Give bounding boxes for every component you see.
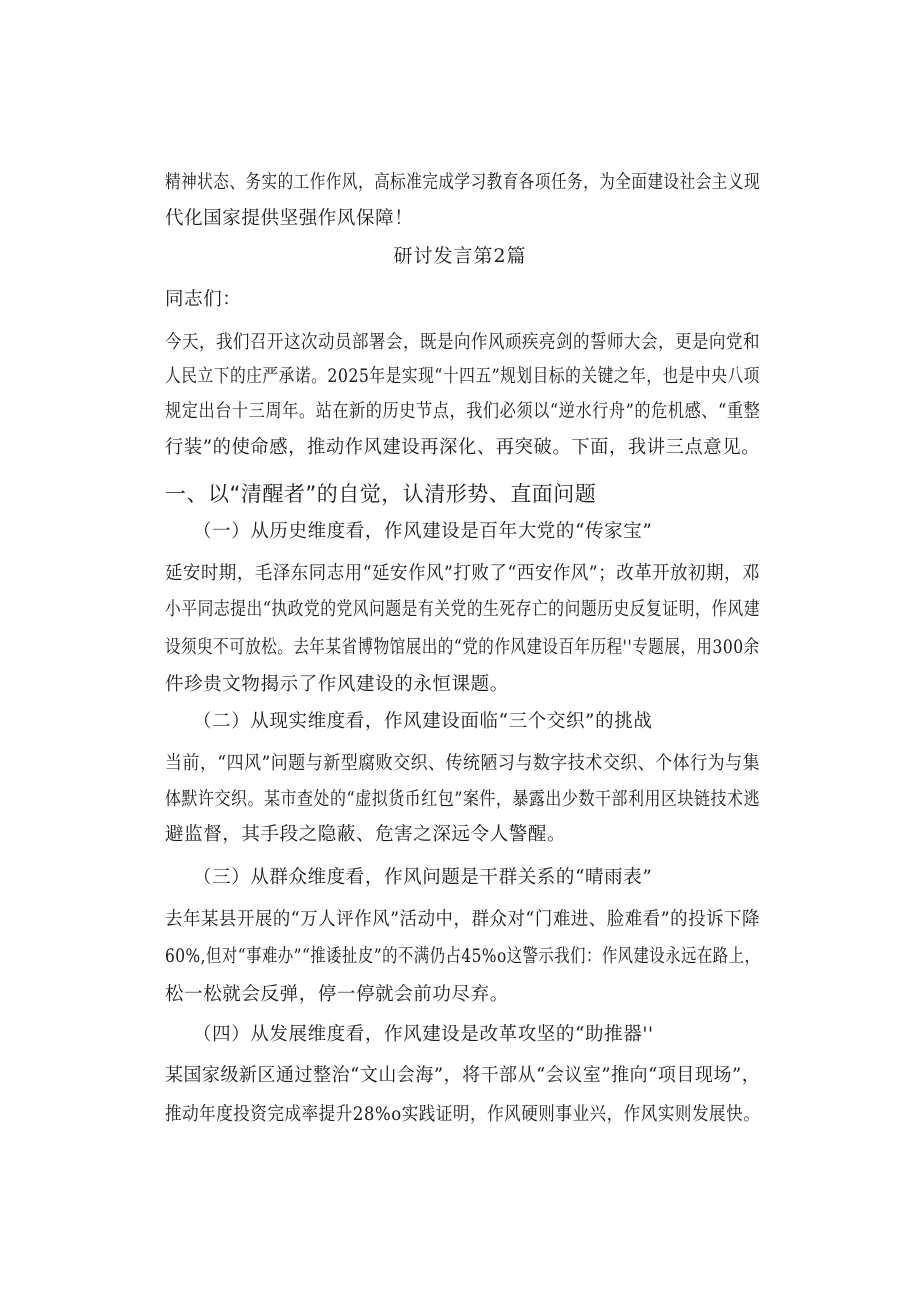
prev-paragraph-line-2: 代化国家提供坚强作风保障！ <box>165 208 414 229</box>
sub1-line-2: 小平同志提出“执政党的党风问题是有关党的生死存亡的问题历史反复证明，作风建 <box>165 599 761 620</box>
sub4-line-1: 某国家级新区通过整治“文山会海”，将干部从“会议室”推向“项目现场”， <box>165 1065 761 1086</box>
subsection-heading-3: （三）从群众维度看，作风问题是干群关系的“晴雨表” <box>193 867 653 888</box>
intro-line-1: 今天，我们召开这次动员部署会，既是向作风顽疾亮剑的誓师大会，更是向党和 <box>165 332 760 353</box>
sub2-line-2: 体默许交织。某市查处的“虚拟货币红包”案件，暴露出少数干部利用区块链技术逃 <box>165 789 760 810</box>
sub1-line-4: 件珍贵文物揭示了作风建设的永恒课题。 <box>165 674 509 695</box>
intro-line-3: 规定出台十三周年。站在新的历史节点，我们必须以“逆水行舟”的危机感、“重整 <box>165 401 761 422</box>
intro-line-2: 人民立下的庄严承诺。2025年是实现“十四五”规划目标的关键之年，也是中央八项 <box>165 366 760 387</box>
subsection-heading-2: （二）从现实维度看，作风建设面临“三个交织”的挑战 <box>193 711 653 732</box>
sub1-line-1: 延安时期，毛泽东同志用“延安作风”打败了“西安作风”；改革开放初期，邓 <box>165 563 761 584</box>
subsection-heading-1: （一）从历史维度看，作风建设是百年大党的“传家宝” <box>193 521 653 542</box>
sub3-line-3: 松一松就会反弹，停一停就会前功尽弃。 <box>165 984 509 1005</box>
section-heading-1: 一、以“清醒者”的自觉，认清形势、直面问题 <box>165 482 597 506</box>
sub3-line-1: 去年某县开展的“万人评作风”活动中，群众对“门难进、脸难看”的投诉下降 <box>165 909 761 930</box>
intro-line-4: 行装”的使命感，推动作风建设再深化、再突破。下面，我讲三点意见。 <box>165 437 760 458</box>
salutation: 同志们： <box>165 289 242 310</box>
article-title: 研讨发言第2篇 <box>393 245 527 267</box>
sub1-line-3: 设须臾不可放松。去年某省博物馆展出的“党的作风建设百年历程''专题展，用300余 <box>165 637 760 658</box>
prev-paragraph-line-1: 精神状态、务实的工作作风，高标准完成学习教育各项任务，为全面建设社会主义现 <box>165 172 761 193</box>
sub4-line-2: 推动年度投资完成率提升28%o实践证明，作风硬则事业兴，作风实则发展快。 <box>165 1104 761 1125</box>
sub2-line-1: 当前，“四风”问题与新型腐败交织、传统陋习与数字技术交织、个体行为与集 <box>165 753 761 774</box>
sub2-line-3: 避监督，其手段之隐蔽、危害之深远令人警醒。 <box>165 824 567 845</box>
subsection-heading-4: （四）从发展维度看，作风建设是改革攻坚的“助推器'' <box>193 1024 654 1045</box>
sub3-line-2: 60%,但对“事难办”“推诿扯皮”的不满仍占45%o这警示我们：作风建设永远在路上， <box>165 946 761 967</box>
